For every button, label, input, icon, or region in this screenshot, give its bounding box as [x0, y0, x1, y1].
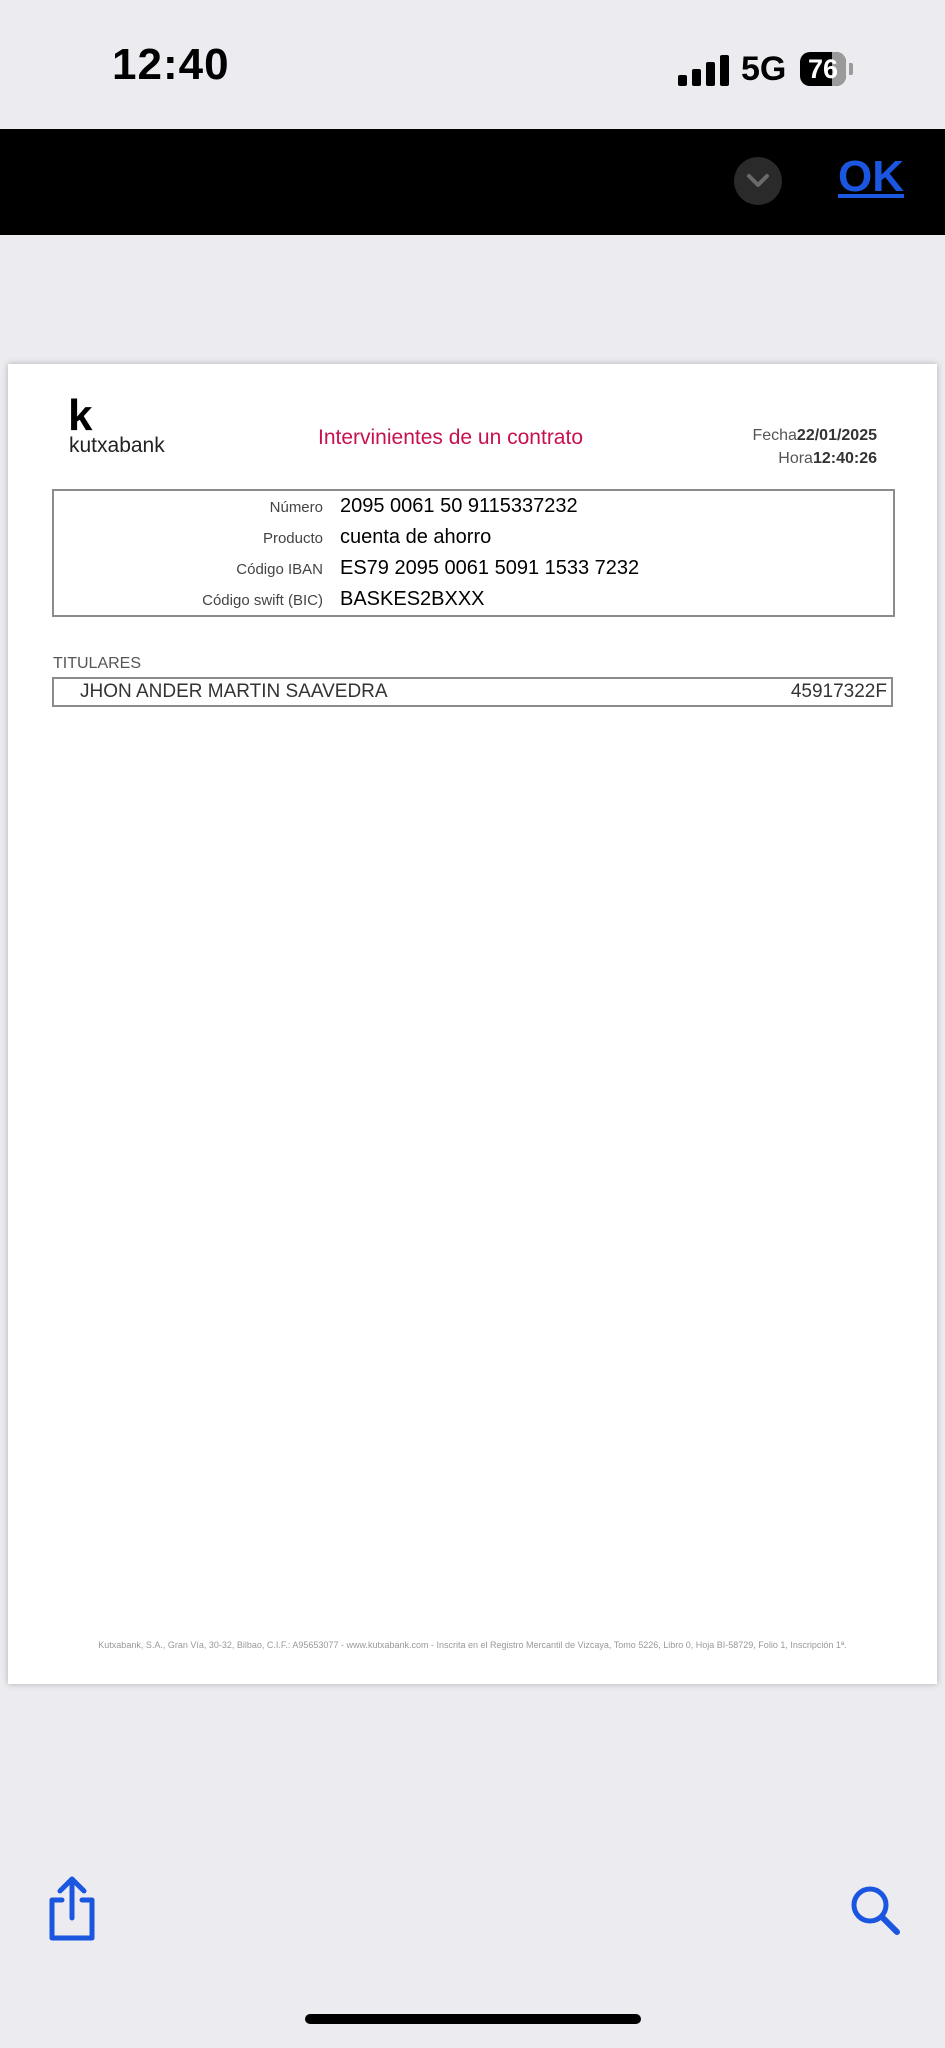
search-icon: [849, 1884, 901, 1936]
info-row-producto: [54, 522, 893, 553]
collapse-button[interactable]: [734, 157, 782, 205]
home-indicator[interactable]: [305, 2014, 641, 2024]
info-label: Número: [269, 499, 323, 516]
document-page: [8, 364, 937, 1684]
holder-row: [52, 677, 893, 707]
battery-level: 76: [807, 54, 839, 84]
info-row-swift: [54, 584, 893, 615]
ok-button[interactable]: OK: [838, 152, 904, 201]
info-value: ES79 2095 0061 5091 1533 7232: [340, 557, 640, 579]
battery-icon: [800, 52, 846, 86]
kutxabank-logo-icon: k: [68, 391, 93, 440]
status-time: 12:40: [112, 40, 230, 89]
info-row-numero: [54, 491, 893, 522]
info-value: BASKES2BXXX: [340, 588, 485, 610]
holder-id: 45917322F: [790, 681, 887, 702]
battery-tip: [849, 63, 853, 75]
share-icon: [44, 1876, 100, 1942]
info-row-iban: [54, 553, 893, 584]
info-label: Código swift (BIC): [202, 592, 323, 609]
fecha-label: Fecha: [752, 427, 797, 444]
holder-name: JHON ANDER MARTIN SAAVEDRA: [80, 681, 388, 702]
logo-text: kutxabank: [69, 434, 165, 457]
info-label: Código IBAN: [236, 561, 323, 578]
viewer-toolbar: [0, 129, 945, 235]
info-label: Producto: [262, 530, 323, 547]
document-title: Intervinientes de un contrato: [318, 426, 584, 449]
hora-label: Hora: [778, 450, 813, 467]
network-type: 5G: [741, 50, 787, 88]
hora-value: 12:40:26: [812, 450, 877, 467]
status-bar: [0, 0, 945, 129]
document-footer: Kutxabank, S.A., Gran Vía, 30-32, Bilbao, C.I.F.: A95653077 - www.kutxabank.com - Inscrita en el Registro Mercantil de Vizcaya, Tomo 5226, Libro 0, Hoja BI-58729, Folio 1, Inscripción 1ª.: [98, 1640, 847, 1650]
signal-strength-icon: [678, 54, 732, 86]
share-button[interactable]: [44, 1876, 100, 1942]
document-meta: [677, 424, 877, 470]
contract-info-box: [52, 489, 895, 617]
chevron-down-icon: [746, 171, 770, 191]
fecha-value: 22/01/2025: [796, 427, 877, 444]
search-button[interactable]: [849, 1884, 901, 1936]
info-value: cuenta de ahorro: [340, 526, 492, 548]
titulares-heading: TITULARES: [53, 655, 142, 672]
info-value: 2095 0061 50 9115337232: [340, 495, 578, 517]
